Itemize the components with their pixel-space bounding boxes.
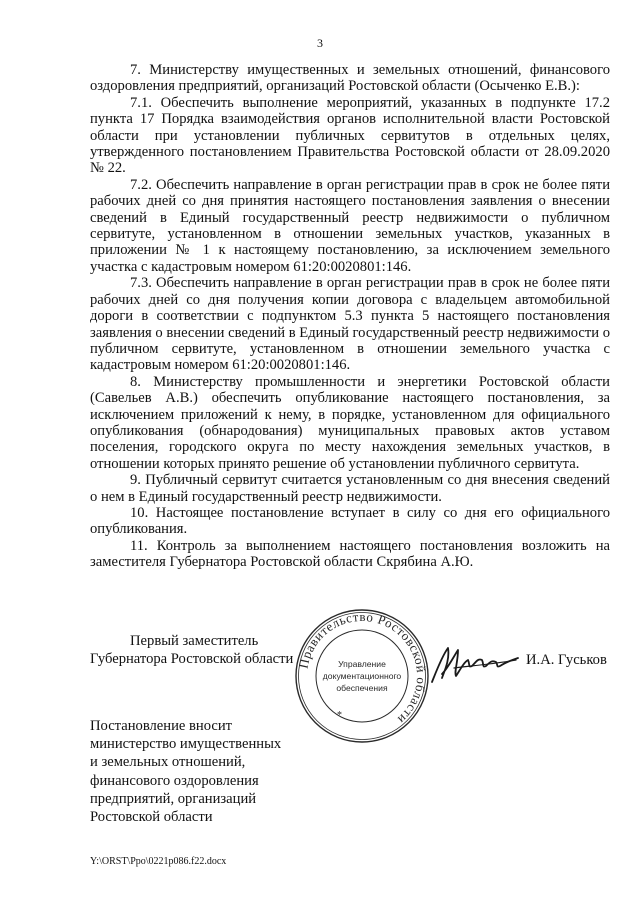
paragraph-11: 11. Контроль за выполнением настоящего постановления возложить на заместителя Губернатора Ростовской области Скрябина А.Ю. xyxy=(90,537,610,571)
seal-center-line2: документационного xyxy=(322,671,402,681)
file-path: Y:\ORST\Ppo\0221p086.f22.docx xyxy=(90,856,227,867)
note-line-4: финансового оздоровления xyxy=(90,772,259,789)
note-line-1: Постановление вносит xyxy=(90,718,233,734)
official-seal xyxy=(293,607,431,745)
seal-center-line3: обеспечения xyxy=(336,683,388,693)
signatory-title-line1: Первый заместитель xyxy=(130,633,259,649)
signatory-title-line2: Губернатора Ростовской области xyxy=(90,651,294,667)
document-body xyxy=(90,62,610,571)
handwritten-signature xyxy=(424,638,522,688)
page-number: 3 xyxy=(317,36,323,50)
paragraph-7-1: 7.1. Обеспечить выполнение мероприятий, указанных в подпункте 17.2 пункта 17 Порядка взаимодействия органов исполнительной власти Ростовской области при установлении публичных сервитутов в отдельных целях, утвержденного постановлением Правительства Ростовской области от 28.09.2020 № 22. xyxy=(90,94,610,177)
paragraph-7: 7. Министерству имущественных и земельных отношений, финансового оздоровления предприятий, организаций Ростовской области (Осыченко Е.В.): xyxy=(90,62,610,95)
seal-star-icon: * xyxy=(337,710,342,721)
paragraph-10: 10. Настоящее постановление вступает в силу со дня его официального опубликования. xyxy=(90,504,610,538)
paragraph-7-3: 7.3. Обеспечить направление в орган регистрации прав в срок не более пяти рабочих дней со дня получения копии договора с владельцем автомобильной дороги в соответствии с подпунктом 5.3 пункта 5 настоящего постановления заявления о внесении сведений в Единый государственный реестр недвижимости о публичном сервитуте, установленном в отношении земельного участка с кадастровым номером 61:20:0020801:146. xyxy=(90,275,610,374)
paragraph-8: 8. Министерству промышленности и энергетики Ростовской области (Савельев А.В.) обеспечить опубликование настоящего постановления, за исключением приложений к нему, в порядке, установленном для официального опубликования (обнародования) муниципальных правовых актов уставом поселения, городского округа по месту нахождения земельных участков, в отношении которых принято решение об установлении публичного сервитута. xyxy=(90,373,610,472)
note-line-6: Ростовской области xyxy=(90,809,213,826)
paragraph-9: 9. Публичный сервитут считается установленным со дня внесения сведений о нем в Единый государственный реестр недвижимости. xyxy=(90,472,610,505)
seal-center-line1: Управление xyxy=(338,659,386,669)
signer-name: И.А. Гуськов xyxy=(526,652,607,668)
note-line-2: министерство имущественных xyxy=(90,736,282,753)
paragraph-7-2: 7.2. Обеспечить направление в орган регистрации прав в срок не более пяти рабочих дней со дня принятия настоящего постановления заявления о внесении сведений в Единый государственный реестр недвижимости о публичном сервитуте, установленном в отношении земельных участков, указанных в приложении № 1 к настоящему постановлению, за исключением земельного участка с кадастровым номером 61:20:0020801:146. xyxy=(90,176,610,275)
note-line-5: предприятий, организаций xyxy=(90,790,257,807)
note-line-3: и земельных отношений, xyxy=(90,754,246,771)
submitted-by-note xyxy=(90,717,310,826)
seal-ring-text: Правительство Ростовской области xyxy=(295,608,430,728)
signatory-title xyxy=(90,632,320,668)
